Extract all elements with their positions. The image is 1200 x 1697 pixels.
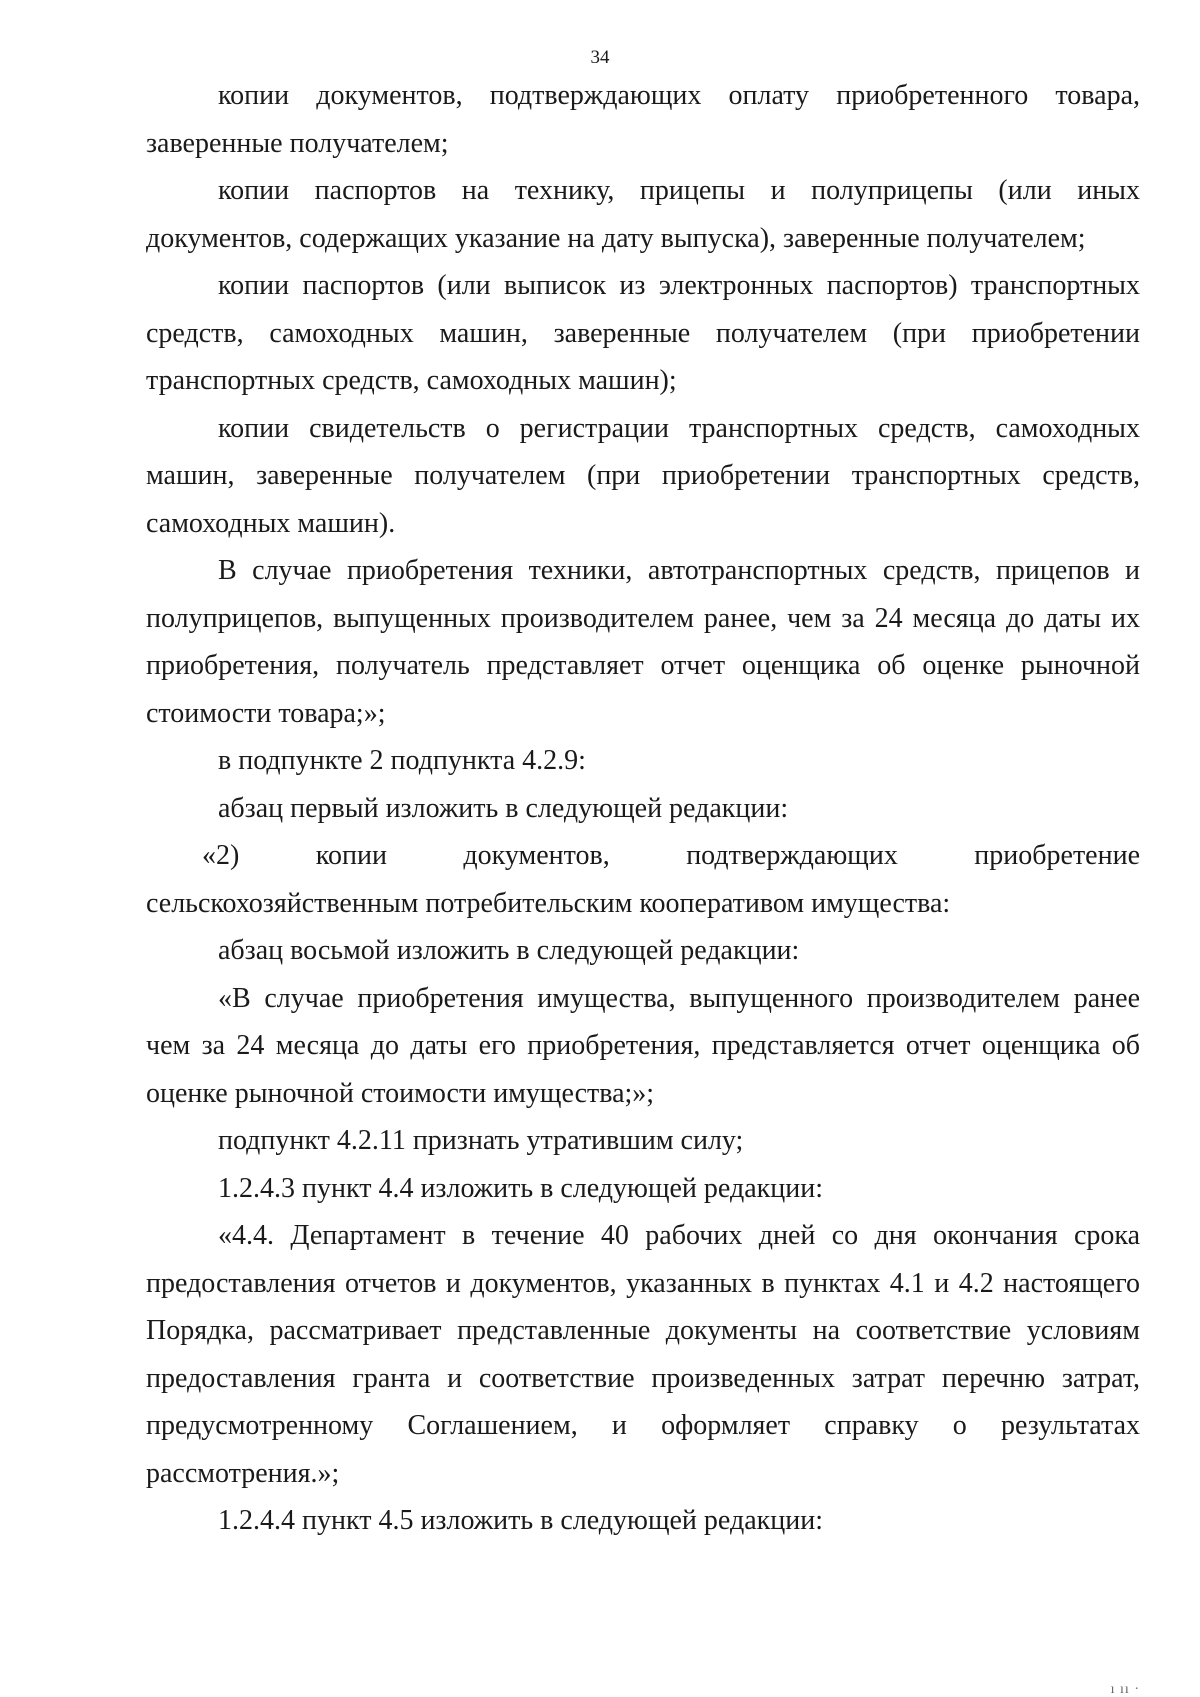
paragraph-vehicle-passports: копии паспортов (или выписок из электронных паспортов) транспортных средств, самоходных машин, заверенные получателем (при приобретении транспортных средств, самоходных машин); xyxy=(146,270,1140,396)
page-number: 34 xyxy=(590,47,610,68)
paragraph-first-abzac: абзац первый изложить в следующей редакции: xyxy=(218,792,789,824)
paragraph-equipment-passports: копии паспортов на технику, прицепы и полуприцепы (или иных документов, содержащих указание на дату выпуска), заверенные получателем; xyxy=(146,175,1140,254)
scan-artifact: ı ıı · xyxy=(1110,1682,1140,1697)
paragraph-eighth-abzac: абзац восьмой изложить в следующей редакции: xyxy=(218,935,800,966)
paragraph-valuation-report: В случае приобретения техники, автотранспортных средств, прицепов и полуприцепов, выпущенных производителем ранее, чем за 24 месяца до даты их приобретения, получатель представляет отчет оценщика об оценке рыночной стоимости товара;»; xyxy=(146,555,1140,729)
paragraph-property-valuation: «В случае приобретения имущества, выпущенного производителем ранее чем за 24 месяца до даты его приобретения, представляется отчет оценщика об оценке рыночной стоимости имущества;»; xyxy=(146,982,1140,1109)
paragraph-clause-1-2-4-4: 1.2.4.4 пункт 4.5 изложить в следующей редакции: xyxy=(218,1505,823,1536)
paragraph-clause-4-4: «4.4. Департамент в течение 40 рабочих дней со дня окончания срока предоставления отчетов и документов, указанных в пунктах 4.1 и 4.2 настоящего Порядка, рассматривает представленные документы на соответствие условиям предоставления гранта и соответствие произведенных затрат перечню затрат, предусмотренному Соглашением, и оформляет справку о результатах рассмотрения.»; xyxy=(146,1220,1140,1489)
document-body xyxy=(146,72,1140,1545)
paragraph-subclause-4-2-9: в подпункте 2 подпункта 4.2.9: xyxy=(218,745,586,776)
paragraph-payment-documents: копии документов, подтверждающих оплату приобретенного товара, заверенные получателем; xyxy=(146,80,1140,159)
paragraph-cooperative-documents: «2) копии документов, подтверждающих приобретение сельскохозяйственным потребительским кооперативом имущества: xyxy=(146,840,1140,919)
paragraph-subclause-4-2-11: подпункт 4.2.11 признать утратившим силу; xyxy=(218,1125,744,1156)
paragraph-registration-certificates: копии свидетельств о регистрации транспортных средств, самоходных машин, заверенные получателем (при приобретении транспортных средств, самоходных машин). xyxy=(146,412,1140,539)
paragraph-clause-1-2-4-3: 1.2.4.3 пункт 4.4 изложить в следующей редакции: xyxy=(218,1172,823,1204)
